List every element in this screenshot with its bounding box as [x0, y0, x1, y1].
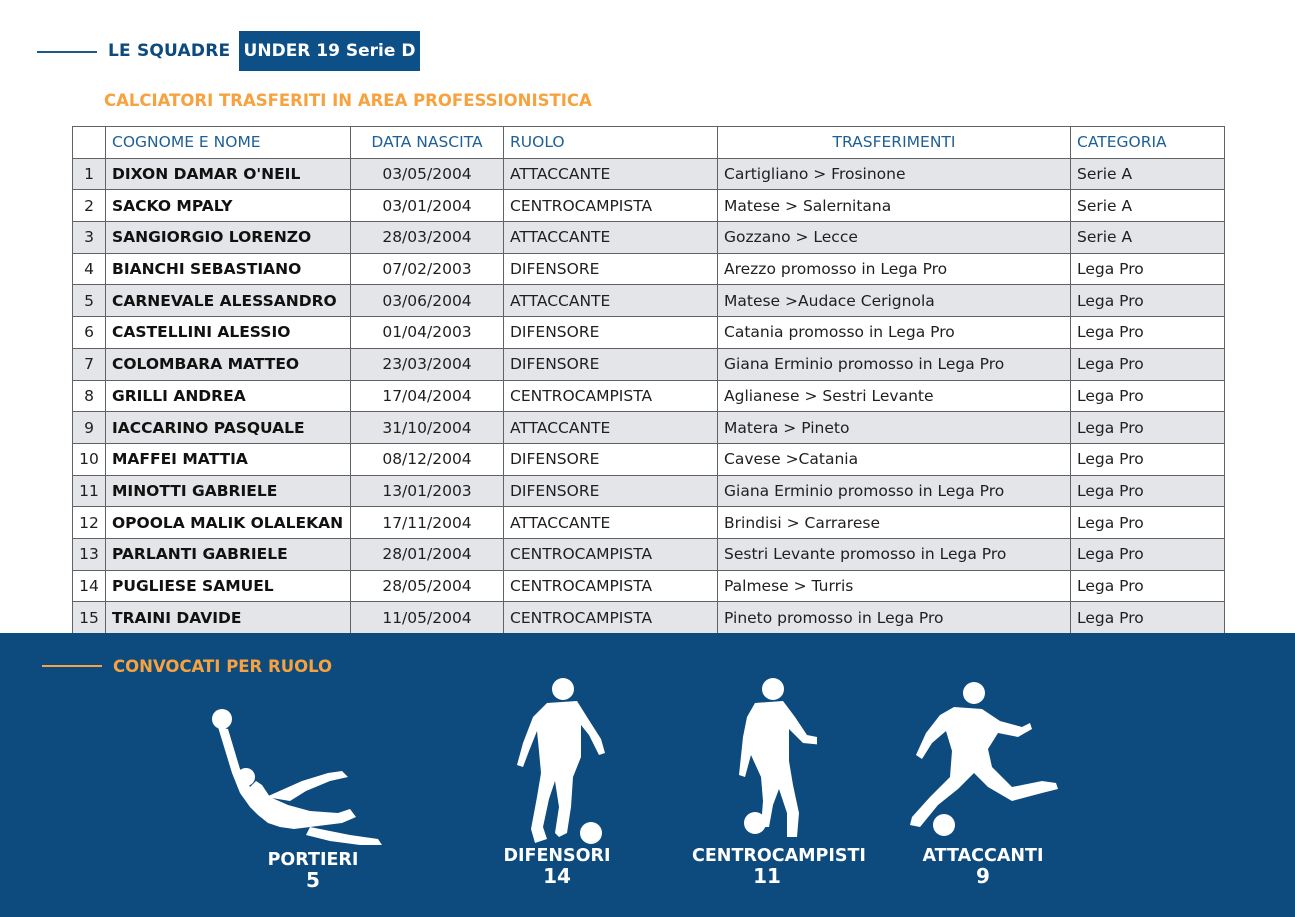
- player-name: IACCARINO PASQUALE: [106, 412, 351, 444]
- team-badge: UNDER 19 Serie D: [239, 31, 420, 71]
- table-row: [73, 285, 1225, 317]
- transfer-info: Arezzo promosso in Lega Pro: [718, 253, 1071, 285]
- role-label: ATTACCANTI: [922, 846, 1044, 866]
- category: Lega Pro: [1071, 317, 1225, 349]
- col-category: CATEGORIA: [1071, 127, 1225, 159]
- player-name: PUGLIESE SAMUEL: [106, 570, 351, 602]
- row-number: 7: [73, 348, 106, 380]
- transfer-info: Matese > Salernitana: [718, 190, 1071, 222]
- player-name: BIANCHI SEBASTIANO: [106, 253, 351, 285]
- player-role: DIFENSORE: [504, 475, 718, 507]
- row-number: 6: [73, 317, 106, 349]
- row-number: 8: [73, 380, 106, 412]
- row-number: 11: [73, 475, 106, 507]
- birth-date: 07/02/2003: [351, 253, 504, 285]
- striker-icon: [892, 677, 1072, 857]
- role-goalkeepers: [238, 677, 388, 890]
- col-transfer: TRASFERIMENTI: [718, 127, 1071, 159]
- player-role: DIFENSORE: [504, 348, 718, 380]
- player-role: CENTROCAMPISTA: [504, 602, 718, 634]
- category: Serie A: [1071, 158, 1225, 190]
- section-label: LE SQUADRE: [108, 41, 231, 61]
- row-number: 13: [73, 538, 106, 570]
- role-label: PORTIERI: [267, 850, 359, 870]
- transfer-info: Palmese > Turris: [718, 570, 1071, 602]
- transfer-info: Giana Erminio promosso in Lega Pro: [718, 348, 1071, 380]
- table-header-row: [73, 127, 1225, 159]
- table-row: [73, 538, 1225, 570]
- player-role: CENTROCAMPISTA: [504, 570, 718, 602]
- birth-date: 17/04/2004: [351, 380, 504, 412]
- birth-date: 31/10/2004: [351, 412, 504, 444]
- player-name: OPOOLA MALIK OLALEKAN: [106, 507, 351, 539]
- birth-date: 11/05/2004: [351, 602, 504, 634]
- player-name: MAFFEI MATTIA: [106, 443, 351, 475]
- table-row: [73, 222, 1225, 254]
- birth-date: 28/03/2004: [351, 222, 504, 254]
- table-row: [73, 380, 1225, 412]
- birth-date: 01/04/2003: [351, 317, 504, 349]
- role-count: 14: [543, 864, 571, 888]
- row-number: 14: [73, 570, 106, 602]
- table-row: [73, 602, 1225, 634]
- goalkeeper-icon: [210, 677, 390, 877]
- transfer-info: Catania promosso in Lega Pro: [718, 317, 1071, 349]
- category: Lega Pro: [1071, 507, 1225, 539]
- player-role: DIFENSORE: [504, 443, 718, 475]
- transfers-table: [72, 126, 1225, 634]
- table-row: [73, 507, 1225, 539]
- player-name: COLOMBARA MATTEO: [106, 348, 351, 380]
- transfer-info: Matese >Audace Cerignola: [718, 285, 1071, 317]
- category: Lega Pro: [1071, 285, 1225, 317]
- row-number: 5: [73, 285, 106, 317]
- role-label: DIFENSORI: [503, 846, 611, 866]
- player-name: GRILLI ANDREA: [106, 380, 351, 412]
- col-role: RUOLO: [504, 127, 718, 159]
- col-birth: DATA NASCITA: [351, 127, 504, 159]
- birth-date: 28/05/2004: [351, 570, 504, 602]
- category: Lega Pro: [1071, 443, 1225, 475]
- player-name: PARLANTI GABRIELE: [106, 538, 351, 570]
- table-row: [73, 348, 1225, 380]
- player-role: ATTACCANTE: [504, 285, 718, 317]
- row-number: 12: [73, 507, 106, 539]
- convocati-title: CONVOCATI PER RUOLO: [113, 657, 333, 676]
- transfer-info: Gozzano > Lecce: [718, 222, 1071, 254]
- player-role: CENTROCAMPISTA: [504, 190, 718, 222]
- player-name: DIXON DAMAR O'NEIL: [106, 158, 351, 190]
- category: Lega Pro: [1071, 253, 1225, 285]
- birth-date: 28/01/2004: [351, 538, 504, 570]
- role-count: 5: [306, 868, 320, 892]
- category: Lega Pro: [1071, 380, 1225, 412]
- table-row: [73, 253, 1225, 285]
- transfer-info: Aglianese > Sestri Levante: [718, 380, 1071, 412]
- row-number: 4: [73, 253, 106, 285]
- player-name: SACKO MPALY: [106, 190, 351, 222]
- col-name: COGNOME E NOME: [106, 127, 351, 159]
- birth-date: 03/06/2004: [351, 285, 504, 317]
- table-row: [73, 412, 1225, 444]
- player-role: CENTROCAMPISTA: [504, 380, 718, 412]
- table-row: [73, 158, 1225, 190]
- transfer-info: Cartigliano > Frosinone: [718, 158, 1071, 190]
- player-role: ATTACCANTE: [504, 158, 718, 190]
- row-number: 1: [73, 158, 106, 190]
- row-number: 2: [73, 190, 106, 222]
- transfer-info: Pineto promosso in Lega Pro: [718, 602, 1071, 634]
- player-role: ATTACCANTE: [504, 412, 718, 444]
- table-row: [73, 190, 1225, 222]
- player-role: CENTROCAMPISTA: [504, 538, 718, 570]
- category: Lega Pro: [1071, 412, 1225, 444]
- row-number: 9: [73, 412, 106, 444]
- player-name: CASTELLINI ALESSIO: [106, 317, 351, 349]
- birth-date: 03/01/2004: [351, 190, 504, 222]
- player-name: CARNEVALE ALESSANDRO: [106, 285, 351, 317]
- player-role: DIFENSORE: [504, 317, 718, 349]
- birth-date: 03/05/2004: [351, 158, 504, 190]
- category: Lega Pro: [1071, 348, 1225, 380]
- transfer-info: Matera > Pineto: [718, 412, 1071, 444]
- transfer-info: Giana Erminio promosso in Lega Pro: [718, 475, 1071, 507]
- birth-date: 17/11/2004: [351, 507, 504, 539]
- player-role: ATTACCANTE: [504, 507, 718, 539]
- role-strikers: [908, 677, 1058, 886]
- convocati-section: [0, 633, 1295, 917]
- header-divider: [37, 51, 97, 53]
- midfielder-icon: [717, 677, 817, 857]
- transfer-info: Brindisi > Carrarese: [718, 507, 1071, 539]
- row-number: 10: [73, 443, 106, 475]
- table-row: [73, 317, 1225, 349]
- table-row: [73, 475, 1225, 507]
- role-label: CENTROCAMPISTI: [692, 846, 866, 866]
- player-role: ATTACCANTE: [504, 222, 718, 254]
- birth-date: 13/01/2003: [351, 475, 504, 507]
- role-count: 11: [753, 864, 781, 888]
- category: Lega Pro: [1071, 570, 1225, 602]
- convocati-divider: [42, 665, 102, 667]
- player-name: SANGIORGIO LORENZO: [106, 222, 351, 254]
- category: Lega Pro: [1071, 475, 1225, 507]
- role-midfielders: [692, 677, 866, 888]
- birth-date: 08/12/2004: [351, 443, 504, 475]
- category: Serie A: [1071, 190, 1225, 222]
- transfers-title: CALCIATORI TRASFERITI IN AREA PROFESSIONISTICA: [104, 91, 592, 110]
- table-row: [73, 570, 1225, 602]
- transfer-info: Cavese >Catania: [718, 443, 1071, 475]
- row-number: 3: [73, 222, 106, 254]
- role-defenders: [482, 677, 632, 886]
- role-count: 9: [976, 864, 990, 888]
- player-name: MINOTTI GABRIELE: [106, 475, 351, 507]
- transfer-info: Sestri Levante promosso in Lega Pro: [718, 538, 1071, 570]
- birth-date: 23/03/2004: [351, 348, 504, 380]
- row-number: 15: [73, 602, 106, 634]
- category: Lega Pro: [1071, 538, 1225, 570]
- defender-icon: [507, 677, 607, 857]
- col-number: [73, 127, 106, 159]
- category: Serie A: [1071, 222, 1225, 254]
- table-row: [73, 443, 1225, 475]
- player-role: DIFENSORE: [504, 253, 718, 285]
- player-name: TRAINI DAVIDE: [106, 602, 351, 634]
- category: Lega Pro: [1071, 602, 1225, 634]
